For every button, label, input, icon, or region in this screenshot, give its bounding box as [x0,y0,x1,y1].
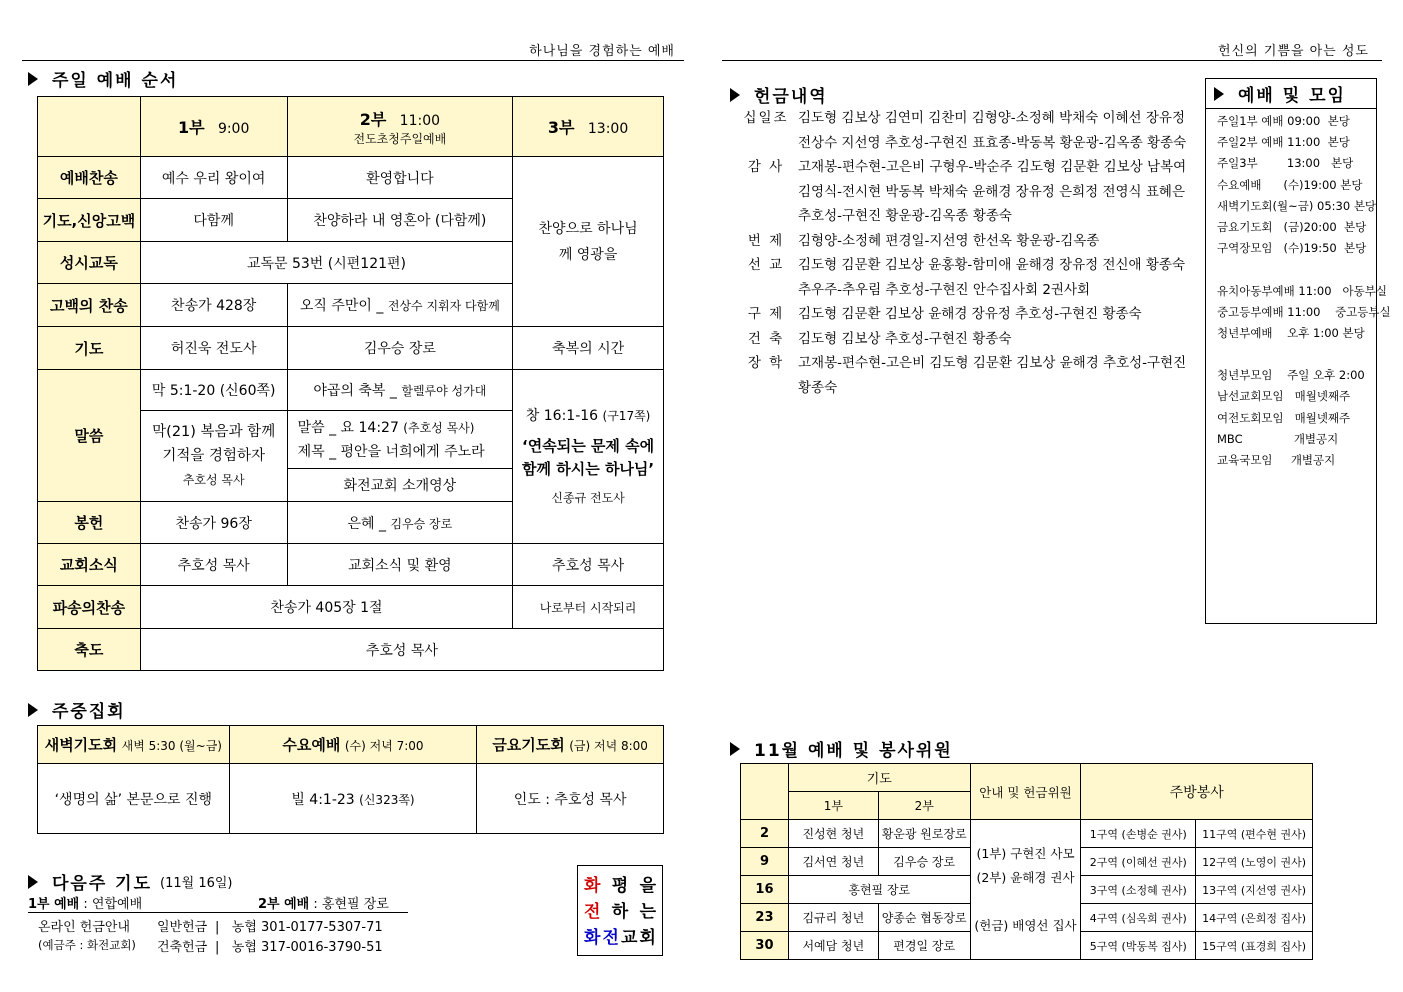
offering-mission: 선 교 김도형 김문환 김보상 윤홍황-함미애 윤해경 장유정 전신애 황종숙 추우주-추우림 추호성-구현진 안수집사회 2권사회 [747,257,1186,298]
offering-2: 은혜 _ 김우승 장로 [287,502,513,544]
blessing-text: 추호성 목사 [140,629,663,671]
bullet-triangle-icon [1214,87,1224,101]
next-prayer-date: (11월 16일) [160,876,233,891]
word-1a: 막 5:1-20 (신60쪽) [140,370,287,411]
schedule-item: 금요기도회 (금)20:00 본당 [1217,219,1367,234]
edu-text: 교독문 53번 (시편121편) [140,242,512,284]
prayer-1-header: 1부 [788,792,878,820]
hymn-2: 환영합니다 [287,157,513,199]
next-prayer-rule [28,912,408,913]
offering-title: 헌금내역 [754,87,828,107]
row-label-edu: 성시교독 [38,242,141,284]
col3-praise: 찬양으로 하나님께 영광을 [513,157,664,327]
news-1: 추호성 목사 [140,544,287,586]
schedule-item: 여전도회모임 매월넷째주 [1217,410,1351,425]
offering-burnt: 번 제 김형양-소정혜 편경일-지선영 한선옥 황운광-김옥종 [747,232,1100,249]
worship-order-heading [28,66,178,91]
dawn-header: 새벽기도회 새벽 5:30 (월~금) [38,726,230,764]
offering-building: 건 축 김도형 김보상 추호성-구현진 황종숙 [747,330,1012,347]
schedule-item: 주일2부 예배 11:00 본당 [1217,135,1350,150]
news-3: 추호성 목사 [513,544,664,586]
schedule-item: 청년부예배 오후 1:00 본당 [1217,325,1365,340]
word-2c: 화전교회 소개영상 [287,469,513,502]
dawn-text: ‘생명의 삶’ 본문으로 진행 [38,764,230,834]
online-account-2-type: 건축헌금 [157,940,208,955]
row-label-hymn: 예배찬송 [38,157,141,199]
kitchen-1-cell: 3구역 (소정혜 권사) [1081,876,1196,904]
schedule-item: 주일3부 13:00 본당 [1217,156,1354,171]
schedule-list [1206,109,1391,473]
wed-header: 수요예배 (수) 저녁 7:00 [229,726,477,764]
hymn-1: 예수 우리 왕이여 [140,157,287,199]
fri-header: 금요기도회 (금) 저녁 8:00 [477,726,664,764]
offering-1: 찬송가 96장 [140,502,287,544]
prayer-2-header: 2부 [878,792,970,820]
online-account-1: | 농협 301-0177-5307-71 [215,920,383,935]
confession-1: 찬송가 428장 [140,284,287,327]
prayer-2-cell: 황운광 원로장로 [878,820,970,848]
online-holder: (예금주 : 화전교회) [38,938,136,952]
offering-scholarship: 장 학 고재봉-편수현-고은비 김도형 김문환 김보상 윤해경 추호성-구현진 황종숙 [747,355,1187,396]
schedule-item: 새벽기도회(월~금) 05:30 본당 [1217,198,1377,213]
next-prayer-heading [28,869,233,894]
schedule-item: 구역장모임 (수)19:50 본당 [1217,241,1367,256]
schedule-item: 교육국모임 개별공지 [1217,453,1336,467]
prayer-1-cell: 서예담 청년 [788,932,878,960]
news-2: 교회소식 및 환영 [287,544,513,586]
row-label-word: 말씀 [38,370,141,502]
bullet-triangle-icon [28,875,38,889]
right-header-title: 헌신의 기쁨을 아는 성도 [1218,44,1369,59]
word-3: 창 16:1-16 (구17쪽) ‘연속되는 문제 속에 함께 하시는 하나님’ 신종규 전도사 [513,370,664,544]
offering-relief: 구 제 김도형 김문환 김보상 윤해경 장유정 추호성-구현진 황종숙 [747,306,1142,322]
row-label-offering: 봉헌 [38,502,141,544]
col3-header: 3부 13:00 [513,97,664,157]
november-title: 11월 예배 및 봉사위원 [754,741,953,761]
schedule-item: 청년부모임 주일 오후 2:00 [1217,368,1365,383]
prayer-3: 축복의 시간 [513,327,664,370]
schedule-title: 예배 및 모임 [1238,86,1346,106]
kitchen-header: 주방봉사 [1081,764,1313,820]
left-header-rule [22,60,684,61]
schedule-item: 유치아동부예배 11:00 아동부실 [1217,283,1387,298]
date-cell: 23 [741,904,789,932]
usher-cell: (1부) 구현진 사모 (2부) 윤해경 권사 (헌금) 배영선 집사 [970,820,1081,960]
usher-header: 안내 및 헌금위원 [970,764,1081,820]
row-label-creed: 기도,신앙고백 [38,199,141,242]
church-motto-box: 화 평 을 전 하 는 화 전 교 회 [577,865,663,956]
next-prayer-line-2: 2부 예배 : 홍현필 장로 [258,897,389,912]
schedule-item: 수요예배 (수)19:00 본당 [1217,177,1363,192]
weekly-title: 주중집회 [52,702,126,722]
prayer-1-cell: 김서연 청년 [788,848,878,876]
kitchen-1-cell: 2구역 (이혜선 권사) [1081,848,1196,876]
sending-12: 찬송가 405장 1절 [140,586,512,629]
schedule-heading [1206,79,1376,109]
next-prayer-title: 다음주 기도 [52,874,153,894]
word-2b: 말씀 _ 요 14:27 (추호성 목사) 제목 _ 평안을 너희에게 주노라 [287,411,513,469]
weekly-heading [28,697,126,722]
schedule-spacer [1217,346,1376,367]
schedule-item: 주일1부 예배 09:00 본당 [1217,114,1350,128]
word-2a: 야곱의 축복 _ 할렐루야 성가대 [287,370,513,411]
kitchen-1-cell: 1구역 (손병순 권사) [1081,820,1196,848]
bullet-triangle-icon [730,742,740,756]
date-cell: 16 [741,876,789,904]
row-label-blessing: 축도 [38,629,141,671]
online-offering-label: 온라인 헌금안내 [38,920,131,935]
right-header-rule [722,60,1382,61]
weekly-table [37,725,664,834]
col2-header: 2부 11:00 전도초청주일예배 [287,97,513,157]
schedule-item: 남선교회모임 매월넷째주 [1217,389,1351,404]
kitchen-2-cell: 14구역 (은희정 집사) [1196,904,1313,932]
bullet-triangle-icon [28,703,38,717]
offering-thanks: 감 사 고재봉-편수현-고은비 구형우-박순주 김도형 김문환 김보상 남복여 김영식-전시현 박동복 박채숙 윤해경 장유정 은희정 전영식 표혜은 추호성-구현진 황운광-김옥종 황종숙 [747,159,1187,224]
prayer-header: 기도 [788,764,970,792]
prayer-1-cell: 김규리 청년 [788,904,878,932]
bullet-triangle-icon [730,88,740,102]
kitchen-1-cell: 4구역 (심옥희 권사) [1081,904,1196,932]
wed-text: 빌 4:1-23 (신323쪽) [229,764,477,834]
date-header [741,764,789,820]
confession-2: 오직 주만이 _ 전상수 지휘자 다함께 [287,284,513,327]
date-cell: 9 [741,848,789,876]
schedule-box [1205,78,1391,624]
prayer-1: 허진욱 전도사 [140,327,287,370]
row-label-prayer: 기도 [38,327,141,370]
left-header-title: 하나님을 경험하는 예배 [529,44,675,59]
word-1b: 막(21) 복음과 함께 기적을 경험하자 추호성 목사 [140,411,287,502]
prayer-2-cell: 양종순 협동장로 [878,904,970,932]
prayer-2: 김우승 장로 [287,327,513,370]
schedule-item: MBC 개별공지 [1217,431,1339,446]
worship-order-title: 주일 예배 순서 [52,71,179,91]
sending-3: 나로부터 시작되리 [513,586,664,629]
november-heading [730,736,953,761]
offering-tithe: 십일조 김도형 김보상 김연미 김찬미 김형양-소정혜 박채숙 이혜선 장유정 전상수 지선영 추호성-구현진 표효종-박동복 황운광-김옥종 황종숙 [743,110,1187,151]
kitchen-2-cell: 12구역 (노영이 권사) [1196,848,1313,876]
date-cell: 2 [741,820,789,848]
schedule-item: 중고등부예배 11:00 중고등부실 [1217,304,1391,319]
kitchen-1-cell: 5구역 (박동복 집사) [1081,932,1196,960]
online-account-1-type: 일반헌금 [157,920,208,935]
november-table [740,763,1313,960]
prayer-combined-cell: 홍현필 장로 [788,876,970,904]
offering-heading [730,82,828,107]
kitchen-2-cell: 13구역 (지선영 권사) [1196,876,1313,904]
creed-2: 찬양하라 내 영혼아 (다함께) [287,199,513,242]
row-label-confession: 고백의 찬송 [38,284,141,327]
bullet-triangle-icon [28,72,38,86]
offering-list [734,106,1204,400]
prayer-2-cell: 김우승 장로 [878,848,970,876]
worship-order-table [37,96,664,671]
kitchen-2-cell: 15구역 (표경희 집사) [1196,932,1313,960]
kitchen-2-cell: 11구역 (편수현 권사) [1196,820,1313,848]
creed-1: 다함께 [140,199,287,242]
online-account-2: | 농협 317-0016-3790-51 [215,940,383,955]
fri-text: 인도 : 추호성 목사 [477,764,664,834]
col1-header: 1부 9:00 [140,97,287,157]
schedule-spacer [1217,261,1376,282]
prayer-2-cell: 편경일 장로 [878,932,970,960]
prayer-1-cell: 진성현 청년 [788,820,878,848]
corner-cell [38,97,141,157]
date-cell: 30 [741,932,789,960]
row-label-news: 교회소식 [38,544,141,586]
next-prayer-line: 1부 예배 : 연합예배 [28,897,143,912]
row-label-sending: 파송의찬송 [38,586,141,629]
